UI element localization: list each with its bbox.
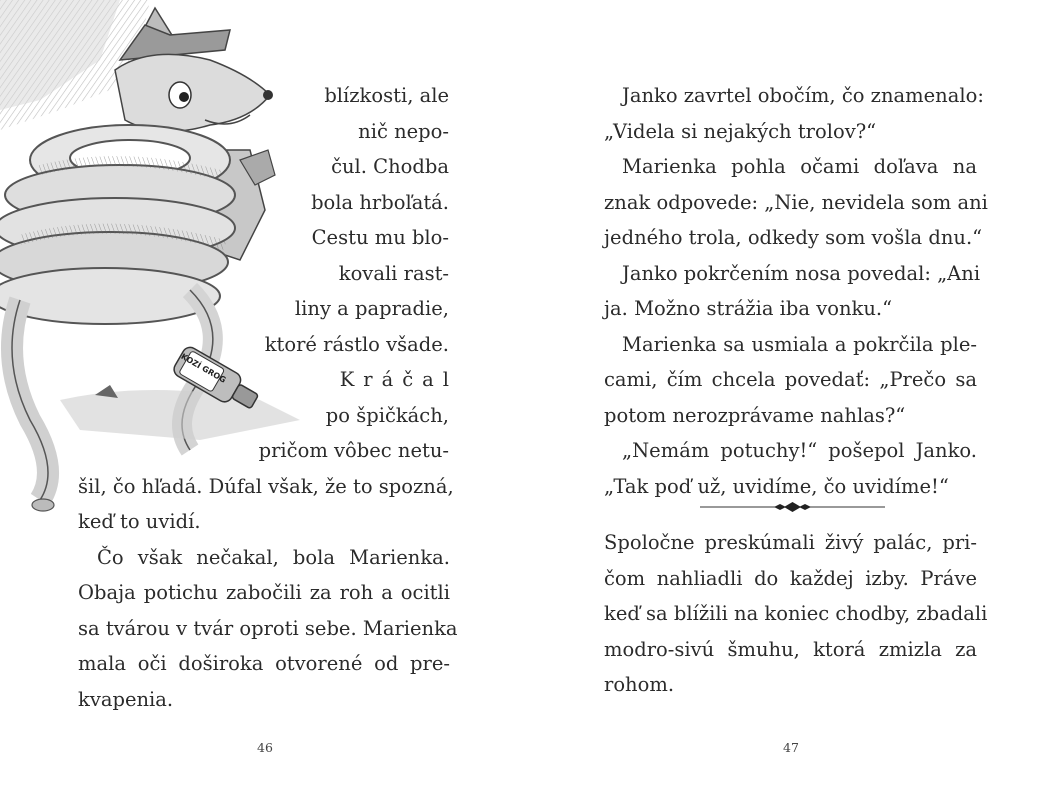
text-line: čul. Chodba: [331, 155, 449, 178]
text-line: šil, čo hľadá. Dúfal však, že to spozná,: [78, 474, 454, 498]
text-line: rohom.: [604, 673, 675, 696]
text-line: Spoločne preskúmali živý palác, pri-: [604, 531, 977, 554]
text-line: keď to uvidí.: [78, 510, 201, 533]
text-line: Marienka pohla očami doľava na: [622, 155, 977, 178]
text-line: nič nepo-: [358, 119, 449, 143]
page-number: 46: [257, 740, 273, 755]
text-line: pričom vôbec netu-: [258, 439, 449, 462]
text-line: znak odpovede: „Nie, nevidela som ani: [604, 190, 988, 214]
text-line: ja. Možno strážia iba vonku.“: [604, 297, 893, 320]
text-line: Marienka sa usmiala a pokrčila ple-: [622, 332, 977, 356]
text-line: potom nerozprávame nahlas?“: [604, 403, 906, 427]
text-line: jedného trola, odkedy som vošla dnu.“: [604, 226, 983, 249]
text-line: Janko pokrčením nosa povedal: „Ani: [622, 261, 981, 285]
section-divider-ornament-icon: [700, 497, 885, 517]
bottle-label: KOZÍ GROG: [179, 351, 228, 385]
text-line: „Videla si nejakých trolov?“: [604, 119, 877, 143]
text-line: „Tak poď už, uvidíme, čo uvidíme!“: [604, 474, 949, 498]
hose-coil: [0, 125, 235, 500]
text-line: cami, čím chcela povedať: „Prečo sa: [604, 368, 977, 391]
right-page: [527, 0, 1055, 800]
text-line: liny a papradie,: [294, 297, 449, 320]
text-line: Cestu mu blo-: [311, 226, 449, 249]
text-line: modro-sivú šmuhu, ktorá zmizla za: [604, 637, 977, 661]
left-page: [0, 0, 527, 800]
text-line: keď sa blížili na koniec chodby, zbadali: [604, 602, 988, 625]
text-line: kovali rast-: [338, 261, 449, 285]
text-line: blízkosti, ale: [324, 84, 449, 107]
text-line: po špičkách,: [325, 403, 449, 427]
page-number: 47: [783, 740, 799, 755]
text-line: Kráčal: [339, 368, 458, 391]
text-line: Obaja potichu zabočili za roh a ocitli: [78, 581, 450, 604]
text-line: Čo však nečakal, bola Marienka.: [97, 545, 450, 569]
text-line: „Nemám potuchy!“ pošepol Janko.: [622, 439, 977, 462]
text-line: ktoré rástlo všade.: [264, 332, 449, 356]
text-line: sa tvárou v tvár oproti sebe. Marienka: [78, 616, 458, 640]
text-line: bola hrboľatá.: [311, 190, 449, 214]
text-line: kvapenia.: [78, 687, 174, 711]
text-line: mala oči doširoka otvorené od pre-: [78, 652, 450, 675]
text-line: Janko zavrtel obočím, čo znamenalo:: [622, 84, 984, 107]
text-line: čom nahliadli do každej izby. Práve: [604, 566, 977, 590]
